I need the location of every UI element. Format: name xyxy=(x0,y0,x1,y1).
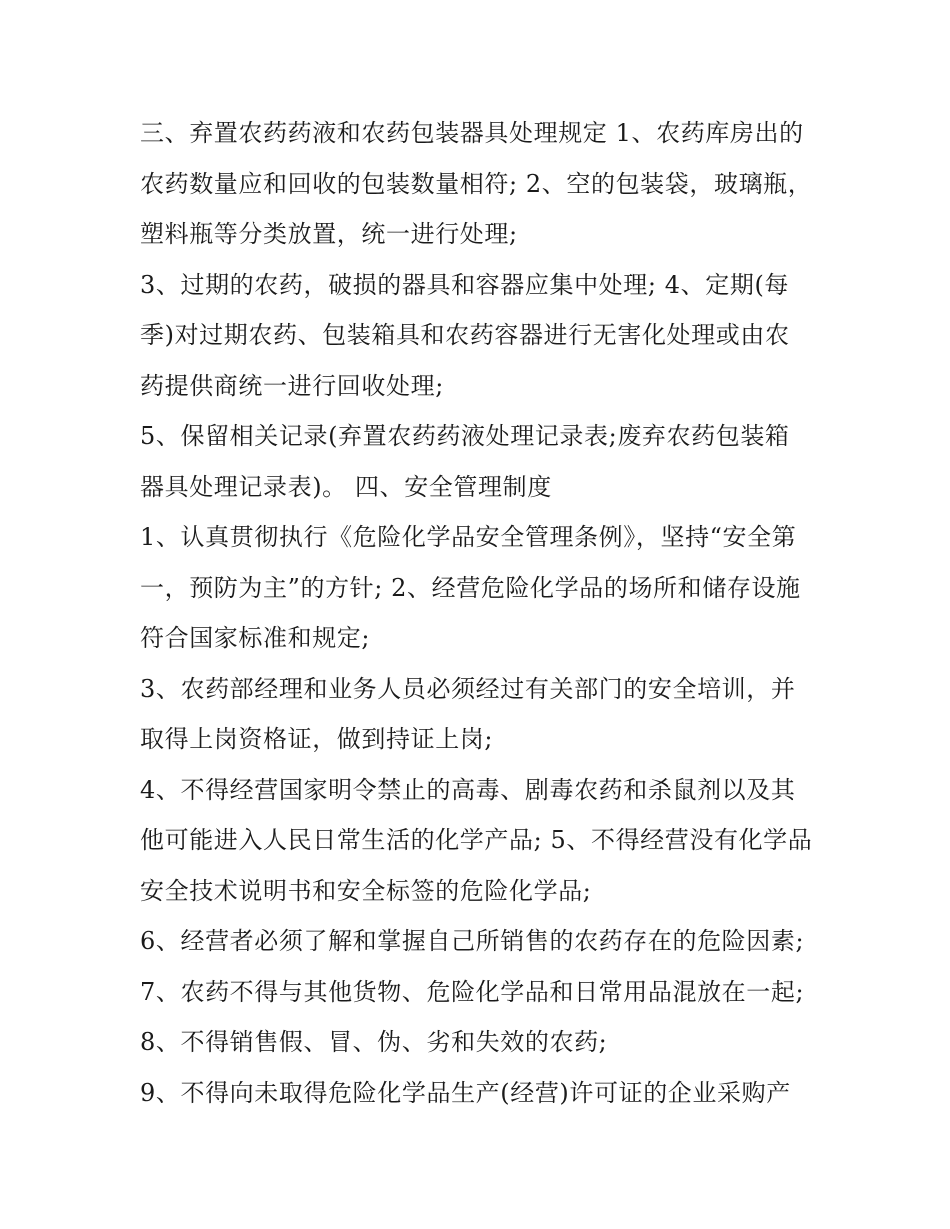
paragraph-disposal-rules xyxy=(140,108,820,260)
text-line: 安全技术说明书和安全标签的危险化学品; xyxy=(140,876,592,905)
paragraph-prohibited-products xyxy=(140,765,820,917)
text-line: 一，预防为主”的方针; 2、经营危险化学品的场所和储存设施 xyxy=(140,573,801,602)
text-line: 5、保留相关记录(弃置农药药液处理记录表;废弃农药包装箱 xyxy=(140,422,790,450)
paragraph-know-hazards xyxy=(140,916,820,967)
text-line: 器具处理记录表)。 四、安全管理制度 xyxy=(140,472,552,501)
text-line: 8、不得销售假、冒、伪、劣和失效的农药; xyxy=(140,1028,608,1056)
text-line: 符合国家标准和规定; xyxy=(140,624,371,652)
text-line: 他可能进入人民日常生活的化学产品; 5、不得经营没有化学品 xyxy=(140,826,813,854)
text-line: 9、不得向未取得危险化学品生产(经营)许可证的企业采购产 xyxy=(140,1078,791,1107)
text-line: 6、经营者必须了解和掌握自己所销售的农药存在的危险因素; xyxy=(140,927,805,955)
text-line: 药提供商统一进行回收处理; xyxy=(140,371,444,400)
text-line: 塑料瓶等分类放置，统一进行处理; xyxy=(140,220,518,248)
paragraph-safety-regulation xyxy=(140,512,820,664)
text-line: 1、认真贯彻执行《危险化学品安全管理条例》，坚持“安全第 xyxy=(140,523,797,551)
paragraph-expired-pesticides xyxy=(140,260,820,412)
text-line: 取得上岗资格证，做到持证上岗; xyxy=(140,725,494,753)
paragraph-records-and-safety-heading xyxy=(140,411,820,512)
paragraph-staff-training xyxy=(140,664,820,765)
text-line: 7、农药不得与其他货物、危险化学品和日常用品混放在一起; xyxy=(140,977,805,1006)
document-body xyxy=(140,108,820,1118)
paragraph-no-mixed-storage xyxy=(140,967,820,1018)
text-line: 季)对过期农药、包装箱具和农药容器进行无害化处理或由农 xyxy=(140,321,790,349)
text-line: 3、过期的农药，破损的器具和容器应集中处理; 4、定期(每 xyxy=(140,270,790,299)
text-line: 4、不得经营国家明令禁止的高毒、剧毒农药和杀鼠剂以及其 xyxy=(140,775,796,804)
text-line: 三、弃置农药药液和农药包装器具处理规定 1、农药库房出的 xyxy=(140,119,804,147)
text-line: 3、农药部经理和业务人员必须经过有关部门的安全培训，并 xyxy=(140,674,796,703)
text-line: 农药数量应和回收的包装数量相符; 2、空的包装袋，玻璃瓶， xyxy=(140,169,813,198)
paragraph-no-counterfeit xyxy=(140,1017,820,1068)
paragraph-licensed-suppliers xyxy=(140,1068,820,1119)
